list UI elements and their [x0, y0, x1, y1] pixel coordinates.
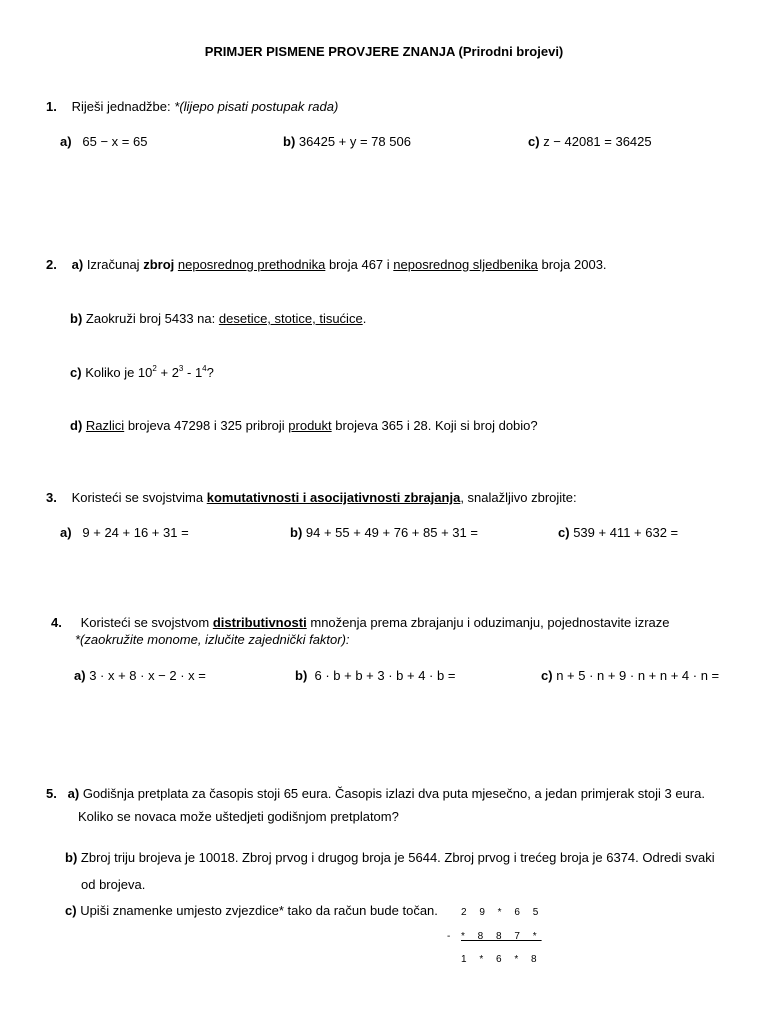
text-part: Koristeći se svojstvima	[71, 490, 204, 505]
page-title: PRIMJER PISMENE PROVJERE ZNANJA (Prirodni brojevi)	[204, 44, 564, 59]
text-part: Zaokruži broj 5433 na:	[85, 311, 216, 326]
item-label: c)	[70, 365, 82, 380]
item-text: Upiši znamenke umjesto zvjezdice* tako da račun bude točan.	[80, 903, 438, 918]
q4-item-a	[74, 668, 206, 684]
item-text: 9 + 24 + 16 + 31 =	[82, 525, 189, 540]
question-1	[46, 99, 338, 115]
text-underlined: desetice, stotice, tisućice	[218, 311, 363, 326]
question-3	[46, 490, 577, 506]
q2-item-a	[46, 257, 607, 273]
item-text: 36425 + y = 78 506	[298, 134, 411, 149]
text-part: ?	[206, 365, 214, 380]
item-label: b)	[283, 134, 296, 149]
question-text: Riješi jednadžbe:	[71, 99, 171, 114]
text-part: broja 467 i	[328, 257, 390, 272]
item-text: z − 42081 = 36425	[543, 134, 652, 149]
q5-item-b-line2: od brojeva.	[81, 877, 146, 892]
exponent: 4	[202, 364, 207, 373]
q3-item-a	[60, 525, 189, 541]
text-part: .	[362, 311, 367, 326]
q2-item-b	[70, 311, 366, 327]
text-part: Izračunaj	[86, 257, 140, 272]
q5-item-a	[46, 786, 705, 802]
q5-item-c	[65, 903, 438, 919]
question-note: *(lijepo pisati postupak rada)	[174, 99, 339, 114]
item-label: c)	[528, 134, 540, 149]
item-label: b)	[295, 668, 308, 683]
text-part: Koristeći se svojstvom	[80, 615, 210, 630]
question-number: 2.	[46, 257, 57, 272]
q4-item-c	[541, 668, 719, 684]
calc-row-3: 1 * 6 * 8	[461, 954, 542, 965]
q3-item-b	[290, 525, 478, 541]
text-underlined: produkt	[288, 418, 332, 433]
item-text: 6 · b + b + 3 · b + 4 · b =	[314, 668, 456, 683]
item-label: a)	[67, 786, 80, 801]
item-text: Godišnja pretplata za časopis stoji 65 eura. Časopis izlazi dva puta mjesečno, a jedan primjerak stoji 3 eura.	[82, 786, 705, 801]
exponent: 2	[152, 364, 157, 373]
text-bold: zbroj	[143, 257, 175, 272]
question-number: 4.	[51, 615, 62, 630]
q1-item-b	[283, 134, 411, 150]
item-label: a)	[74, 668, 86, 683]
text-part: + 2	[160, 365, 179, 380]
text-part: brojeva 365 i 28. Koji si broj dobio?	[335, 418, 538, 433]
text-part: , snalažljivo zbrojite:	[460, 490, 577, 505]
text-part: Koliko je 10	[85, 365, 153, 380]
q1-item-a	[60, 134, 147, 150]
q5-item-b	[65, 850, 715, 866]
text-part: broja 2003.	[541, 257, 607, 272]
exponent: 3	[178, 364, 184, 373]
item-label: d)	[70, 418, 83, 433]
item-label: b)	[65, 850, 78, 865]
question-number: 3.	[46, 490, 57, 505]
item-text: n + 5 · n + 9 · n + n + 4 · n =	[556, 668, 720, 683]
question-number: 1.	[46, 99, 57, 114]
q5-item-a-line2: Koliko se novaca može uštedjeti godišnjom pretplatom?	[78, 809, 399, 824]
item-text: Zbroj triju brojeva je 10018. Zbroj prvog i drugog broja je 5644. Zbroj prvog i trećeg broja je 6374. Odredi svaki	[80, 850, 715, 865]
q4-item-b	[295, 668, 455, 684]
item-text: 3 · x + 8 · x − 2 · x =	[89, 668, 206, 683]
q1-item-c	[528, 134, 652, 150]
item-text: 94 + 55 + 49 + 76 + 85 + 31 =	[305, 525, 478, 540]
q3-item-c	[558, 525, 678, 541]
item-label: b)	[290, 525, 303, 540]
item-label: a)	[60, 134, 72, 149]
text-underlined: Razlici	[85, 418, 125, 433]
item-label: b)	[70, 311, 83, 326]
text-part: - 1	[187, 365, 203, 380]
calc-row-1: 2 9 * 6 5	[461, 907, 544, 918]
text-underlined: neposrednog sljedbenika	[393, 257, 538, 272]
q2-item-d	[70, 418, 538, 434]
item-text: 65 − x = 65	[82, 134, 148, 149]
text-bold-underlined: distributivnosti	[212, 615, 307, 630]
text-part: množenja prema zbrajanju i oduzimanju, pojednostavite izraze	[310, 615, 670, 630]
calc-minus-sign: -	[447, 931, 456, 942]
question-number: 5.	[46, 786, 57, 801]
item-label: a)	[60, 525, 72, 540]
q2-item-c	[70, 365, 214, 381]
text-part: brojeva 47298 i 325 pribroji	[127, 418, 285, 433]
item-label: c)	[65, 903, 77, 918]
calc-row-2: * 8 8 7 *	[461, 931, 542, 942]
question-note: *(zaokružite monome, izlučite zajednički faktor):	[75, 632, 350, 647]
text-underlined: neposrednog prethodnika	[177, 257, 326, 272]
text-bold-underlined: komutativnosti i asocijativnosti zbrajanja	[206, 490, 461, 505]
item-label: c)	[541, 668, 553, 683]
item-text: 539 + 411 + 632 =	[573, 525, 679, 540]
question-4	[51, 615, 670, 631]
item-label: c)	[558, 525, 570, 540]
item-label: a)	[71, 257, 84, 272]
